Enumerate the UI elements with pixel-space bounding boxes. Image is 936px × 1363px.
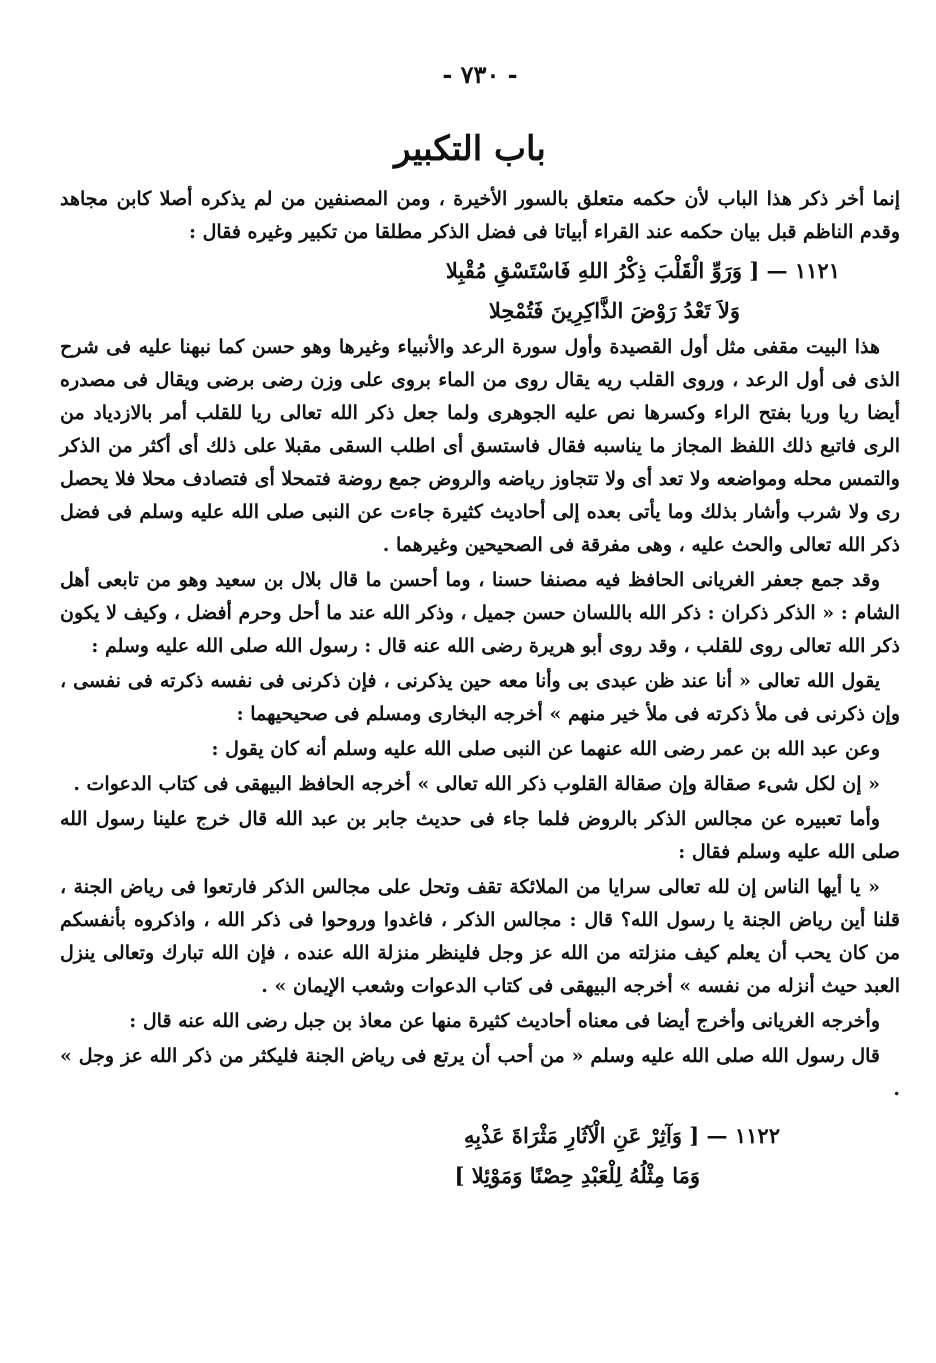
document-page xyxy=(60,60,900,1340)
paragraph-ghiryani: وقد جمع جعفر الغريانى الحافظ فيه مصنفا حسنا ، وما أحسن ما قال بلال بن سعيد وهو من تابعى أهل الشام : « الذكر ذكران : ذكر الله باللسان حسن جميل ، وذكر الله عند ما أحل وحرم أفضل ، وكيف لا يكون ذكر الله تعالى روى للقلب ، وقد روى أبو هريرة رضى الله عنه قال : رسول الله صلى الله عليه وسلم : xyxy=(60,569,900,657)
verse-1121-second-hemistich: وَلاَ تَعْدُ رَوْضَ الذَّاكِرِينَ فَتُمْحِلا xyxy=(488,298,740,323)
page-number: - ٧٣٠ - xyxy=(442,60,518,89)
paragraph-hadith-saqala: « إن لكل شىء صقالة وإن صقالة القلوب ذكر الله تعالى » أخرجه الحافظ البيهقى فى كتاب الدعوات . xyxy=(73,773,880,795)
verse-1122-first-hemistich: ١١٢٢ — [ وَآثِرْ عَنِ الْآثَارِ مَثْرَاةَ عَذْبِهِ xyxy=(463,1123,780,1148)
paragraph-muadh: وأخرجه الغريانى وأخرج أيضا فى معناه أحاديث كثيرة منها عن معاذ بن جبل رضى الله عنه قال : xyxy=(129,1010,880,1032)
verse-1122-second-hemistich: وَمَا مِثْلُهُ لِلْعَبْدِ حِصْنًا وَمَوْئِلا ] xyxy=(454,1163,700,1188)
verse-1121-first-hemistich: ١١٢١ — [ وَرَوِّ الْقَلْبَ ذِكْرُ اللهِ فَاسْتَسْقِ مُقْبِلا xyxy=(445,258,840,283)
paragraph-hadith-zann: يقول الله تعالى « أنا عند ظن عبدى بى وأنا معه حين يذكرنى ، فإن ذكرنى فى نفسه ذكرته فى نفسى ، وإن ذكرنى فى ملأ ذكرته فى ملأ خير منهم » أخرجه البخارى ومسلم فى صحيحيهما : xyxy=(60,670,900,725)
paragraph-hadith-yartaa: قال رسول الله صلى الله عليه وسلم « من أحب أن يرتع فى رياض الجنة فليكثر من ذكر الله عز وجل » . xyxy=(60,1045,900,1100)
paragraph-ibn-umar: وعن عبد الله بن عمر رضى الله عنهما عن النبى صلى الله عليه وسلم أنه كان يقول : xyxy=(211,738,880,760)
paragraph-hadith-riyad: « يا أيها الناس إن لله تعالى سرايا من الملائكة تقف وتحل على مجالس الذكر فارتعوا فى رياض الجنة ، قلنا أين رياض الجنة يا رسول الله؟ قال : مجالس الذكر ، فاغدوا وروحوا فى ذكر الله ، واذكروه بأنفسكم من كان يحب أن يعلم كيف منزلته من الله عز وجل فلينظر منزلة الله عنده ، فإن الله تبارك وتعالى ينزل العبد حيث أنزله من نفسه » أخرجه البيهقى فى كتاب الدعوات وشعب الإيمان » . xyxy=(60,876,900,997)
paragraph-intro: إنما أخر ذكر هذا الباب لأن حكمه متعلق بالسور الأخيرة ، ومن المصنفين من لم يذكره أصلا كابن مجاهد وقدم الناظم قبل بيان حكمه عند القراء أبياتا فى فضل الذكر مطلقا من تكبير وغيره فقال : xyxy=(60,188,900,243)
chapter-title: باب التكبير xyxy=(394,129,546,169)
paragraph-commentary: هذا البيت مقفى مثل أول القصيدة وأول سورة الرعد والأنبياء وغيرها وهو حسن كما نبهنا عليه فى شرح الذى فى أول الرعد ، وروى القلب ريه يقال روى من الماء بروى على وزن رضى برضى ويقال فى مصدره أيضا ريا وريا بفتح الراء وكسرها نص عليه الجوهرى ولما جعل ذكر الله تعالى ريا للقلب أمر بالازدياد من الرى فاتبع ذلك اللفظ المجاز ما يناسبه فقال فاستسق أى اطلب السقى مقبلا على ذلك أى أكثر من الذكر والتمس محله ومواضعه ولا تعد أى ولا تتجاوز رياضه والروض جمع روضة فتمحلا أى فتصادف محلا فلا يحصل رى ولا شرب وأشار بذلك وما يأتى بعده إلى أحاديث كثيرة جاءت عن النبى صلى الله عليه وسلم فى فضل ذكر الله تعالى والحث عليه ، وهى مفرقة فى الصحيحين وغيرهما . xyxy=(60,336,900,556)
paragraph-jabir: وأما تعبيره عن مجالس الذكر بالروض فلما جاء فى حديث جابر بن عبد الله قال خرج علينا رسول الله صلى الله عليه وسلم فقال : xyxy=(60,808,900,863)
